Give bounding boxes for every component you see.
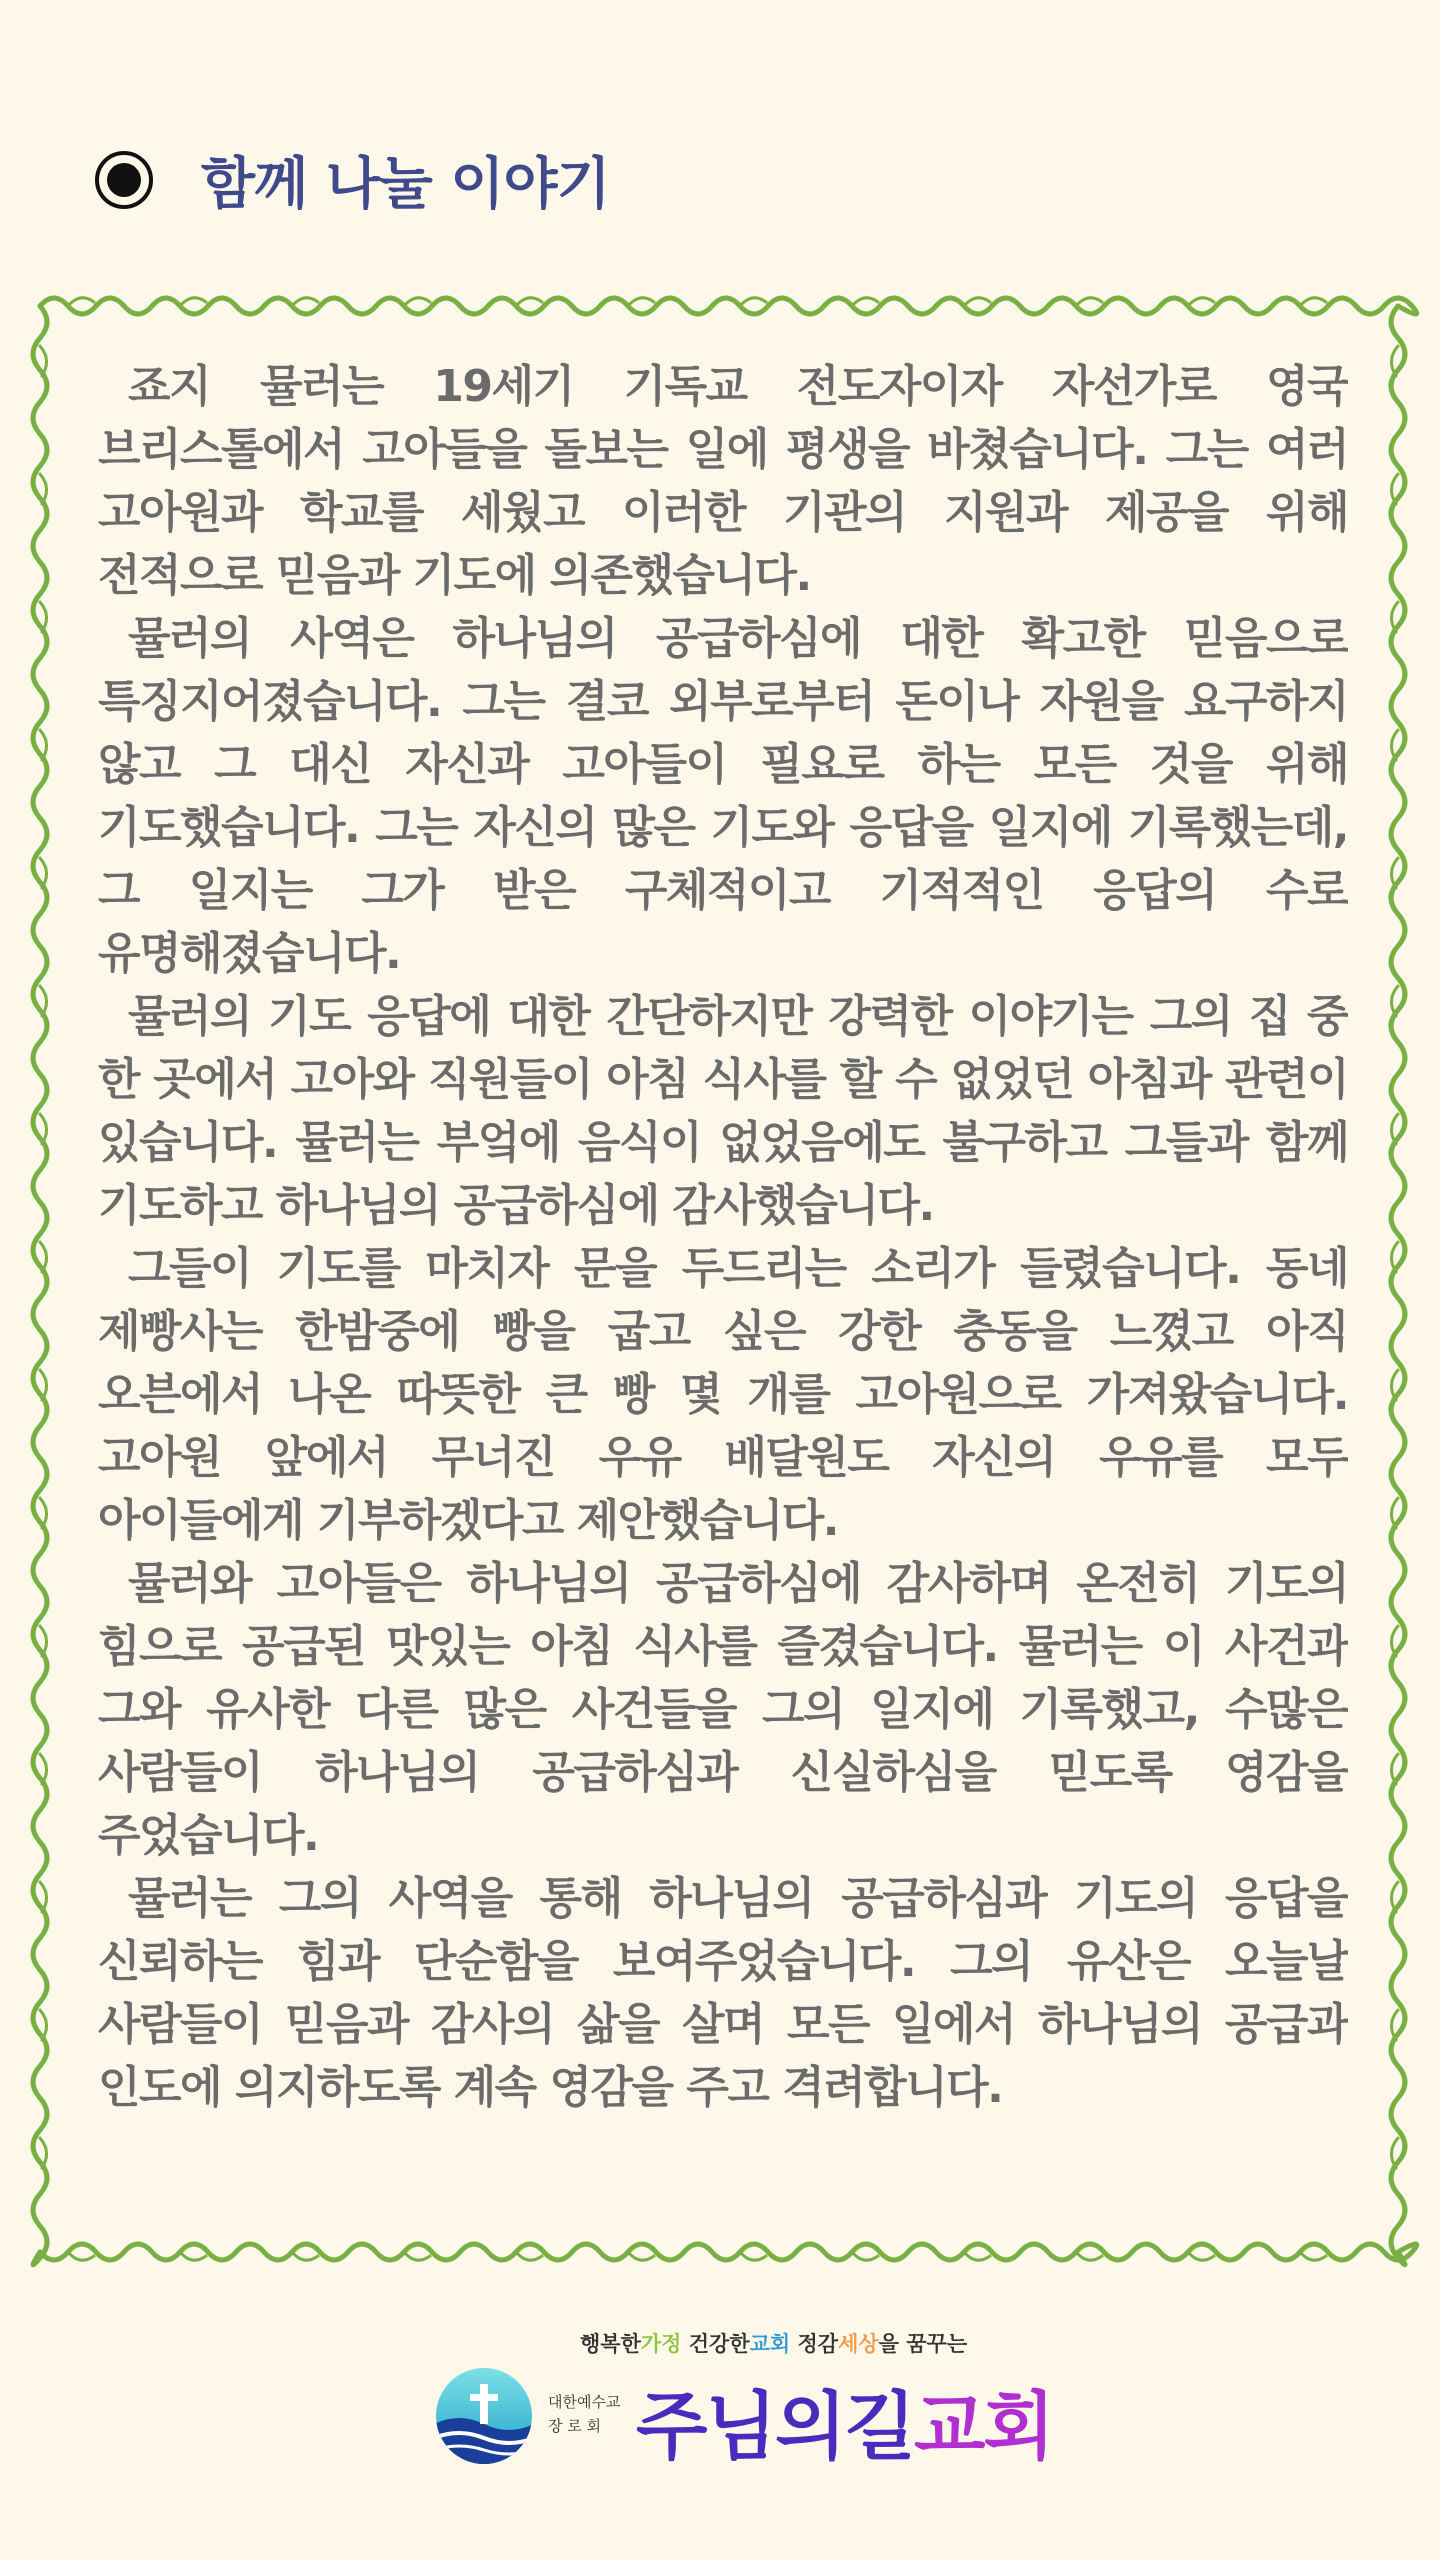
church-name-text: 주님의길 xyxy=(636,2384,914,2470)
church-name-text: 교회 xyxy=(913,2384,1053,2470)
story-paragraph: 뮬러는 그의 사역을 통해 하나님의 공급하심과 기도의 응답을 신뢰하는 힘과 단순함을 보여주었습니다. 그의 유산은 오늘날 사람들이 믿음과 감사의 삶을 살며 모든 일에서 하나님의 공급과 인도에 의지하도록 계속 영감을 주고 격려합니다. xyxy=(98,1873,1348,2113)
story-paragraph: 뮬러의 사역은 하나님의 공급하심에 대한 확고한 믿음으로 특징지어졌습니다. 그는 결코 외부로부터 돈이나 자원을 요구하지 않고 그 대신 자신과 고아들이 필요로 하는 모든 것을 위해 기도했습니다. 그는 자신의 많은 기도와 응답을 일지에 기록했는데, 그 일지는 그가 받은 구체적이고 기적적인 응답의 수로 유명해졌습니다. xyxy=(98,613,1348,979)
church-name-logo xyxy=(636,2368,1053,2474)
church-footer xyxy=(0,2320,1440,2520)
slogan-text: 을 꿈꾸는 xyxy=(878,2332,968,2356)
story-paragraph: 그들이 기도를 마치자 문을 두드리는 소리가 들렸습니다. 동네 제빵사는 한밤중에 빵을 굽고 싶은 강한 충동을 느꼈고 아직 오븐에서 나온 따뜻한 큰 빵 몇 개를 고아원으로 가져왔습니다. 고아원 앞에서 무너진 우유 배달원도 자신의 우유를 모두 아이들에게 기부하겠다고 제안했습니다. xyxy=(98,1243,1348,1546)
denomination-label xyxy=(548,2390,620,2438)
slogan-text: 세상 xyxy=(838,2332,879,2356)
denomination-line: 장 로 회 xyxy=(548,2417,602,2435)
section-title: 함께 나눌 이야기 xyxy=(201,152,610,217)
story-text xyxy=(98,355,1348,2195)
denomination-line: 대한예수교 xyxy=(548,2393,621,2411)
vine-border-segment xyxy=(68,2252,1326,2260)
story-paragraph: 뮬러의 기도 응답에 대한 간단하지만 강력한 이야기는 그의 집 중 한 곳에서 고아와 직원들이 아침 식사를 할 수 없었던 아침과 관련이 있습니다. 뮬러는 부엌에 음식이 없었음에도 불구하고 그들과 함께 기도하고 하나님의 공급하심에 감사했습니다. xyxy=(98,991,1348,1231)
story-paragraph: 뮬러와 고아들은 하나님의 공급하심에 감사하며 온전히 기도의 힘으로 공급된 맛있는 아침 식사를 즐겼습니다. 뮬러는 이 사건과 그와 유사한 다른 많은 사건들을 그의 일지에 기록했고, 수많은 사람들이 하나님의 공급하심과 신실하심을 믿도록 영감을 주었습니다. xyxy=(98,1558,1348,1861)
slogan-text: 정감 xyxy=(790,2332,839,2356)
vine-border-segment xyxy=(40,346,47,2168)
cross-wave-emblem-icon xyxy=(434,2366,534,2466)
slogan-text: 행복한 xyxy=(580,2332,641,2356)
vine-border-segment xyxy=(1391,306,1405,2265)
vine-border-segment xyxy=(33,306,47,2265)
vine-border-segment xyxy=(68,298,1326,306)
church-slogan xyxy=(580,2328,967,2358)
slogan-text: 건강한 xyxy=(681,2332,750,2356)
vine-border-segment xyxy=(1391,346,1398,2168)
slogan-text: 가정 xyxy=(640,2332,682,2356)
story-paragraph: 죠지 뮬러는 19세기 기독교 전도자이자 자선가로 영국 브리스톨에서 고아들을 돌보는 일에 평생을 바쳤습니다. 그는 여러 고아원과 학교를 세웠고 이러한 기관의 지원과 제공을 위해 전적으로 믿음과 기도에 의존했습니다. xyxy=(98,361,1348,601)
slogan-text: 교회 xyxy=(749,2332,791,2356)
